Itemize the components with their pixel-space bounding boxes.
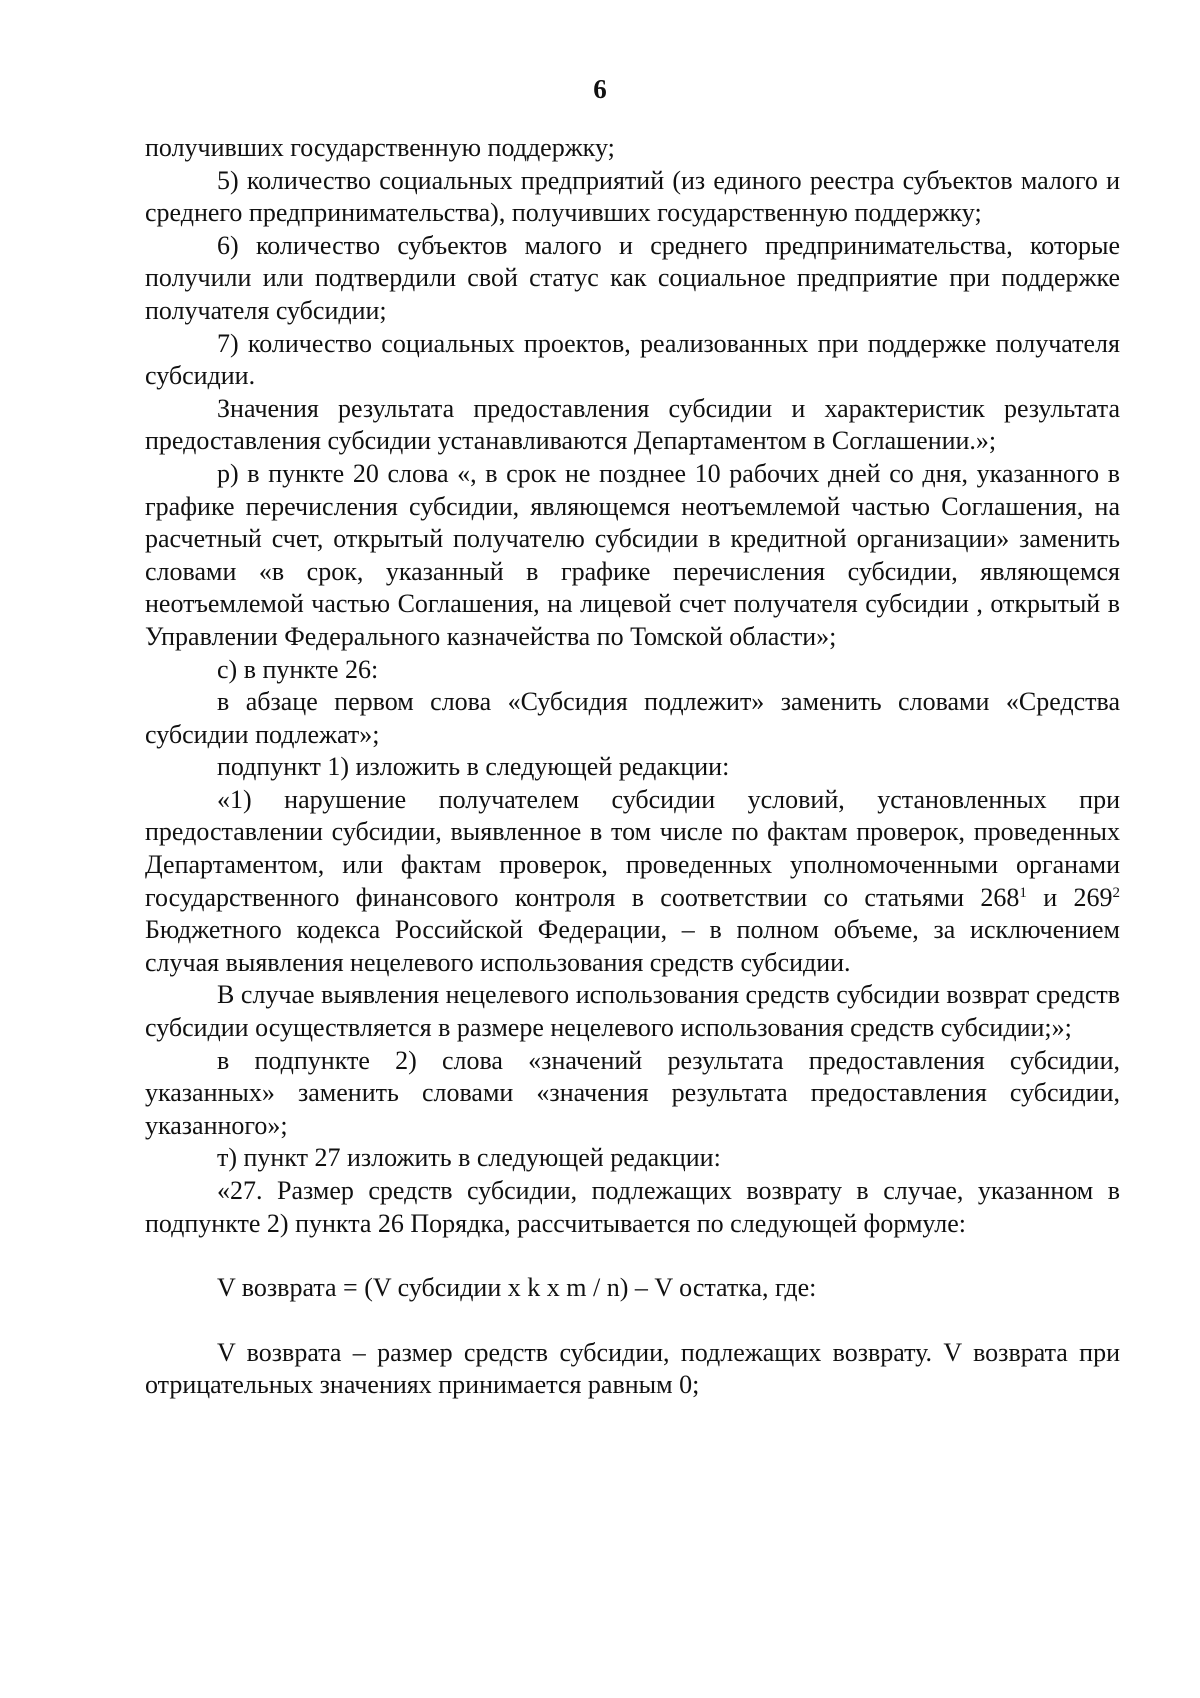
paragraph: В случае выявления нецелевого использования средств субсидии возврат средств субсидии осуществляется в размере нецелевого использования средств субсидии;»; [145, 980, 1120, 1043]
paragraph: т) пункт 27 изложить в следующей редакции: [217, 1143, 721, 1173]
paragraph: 5) количество социальных предприятий (из единого реестра субъектов малого и среднего предпринимательства), получивших государственную поддержку; [145, 165, 1120, 228]
superscript: 1 [1019, 884, 1027, 901]
page-number: 6 [593, 74, 607, 104]
paragraph: получивших государственную поддержку; [145, 133, 615, 162]
superscript: 2 [1112, 884, 1120, 901]
paragraph: р) в пункте 20 слова «, в срок не позднее 10 рабочих дней со дня, указанного в графике перечисления субсидии, являющемся неотъемлемой частью Соглашения, на расчетный счет, открытый получателю субсидии в кредитной организации» заменить словами «в срок, указанный в графике перечисления субсидии, являющемся неотъемлемой частью Соглашения, на лицевой счет получателя субсидии , открытый в Управлении Федерального казначейства по Томской области»; [145, 458, 1120, 651]
paragraph-text: «1) нарушение получателем субсидии условий, установленных при предоставлении субсидии, выявленное в том числе по фактам проверок, проведенных Департаментом, или фактам проверок, проведенных уполномоченными органами государственного финансового контроля в соответствии со статьями 268 [145, 784, 1120, 912]
formula: V возврата = (V субсидии x k x m / n) – V остатка, где: [217, 1273, 817, 1303]
paragraph-text: и 269 [1026, 882, 1113, 912]
paragraph: 7) количество социальных проектов, реализованных при поддержке получателя субсидии. [145, 328, 1120, 391]
paragraph: «27. Размер средств субсидии, подлежащих возврату в случае, указанном в подпункте 2) пункта 26 Порядка, рассчитывается по следующей формуле: [145, 1176, 1120, 1238]
paragraph: Значения результата предоставления субсидии и характеристик результата предоставления субсидии устанавливаются Департаментом в Соглашении.»; [145, 393, 1120, 456]
paragraph: с) в пункте 26: [217, 654, 379, 684]
paragraph: в подпункте 2) слова «значений результата предоставления субсидии, указанных» заменить словами «значения результата предоставления субсидии, указанного»; [145, 1045, 1120, 1140]
paragraph [145, 784, 1120, 980]
paragraph: подпункт 1) изложить в следующей редакции: [217, 752, 730, 782]
document-body [145, 132, 1120, 1402]
paragraph: 6) количество субъектов малого и среднего предпринимательства, которые получили или подтвердили свой статус как социальное предприятие при поддержке получателя субсидии; [145, 230, 1120, 325]
paragraph-text: Бюджетного кодекса Российской Федерации, – в полном объеме, за исключением случая выявления нецелевого использования средств субсидии. [145, 915, 1120, 977]
paragraph: в абзаце первом слова «Субсидия подлежит» заменить словами «Средства субсидии подлежат»; [145, 687, 1120, 749]
paragraph: V возврата – размер средств субсидии, подлежащих возврату. V возврата при отрицательных значениях принимается равным 0; [145, 1337, 1120, 1400]
